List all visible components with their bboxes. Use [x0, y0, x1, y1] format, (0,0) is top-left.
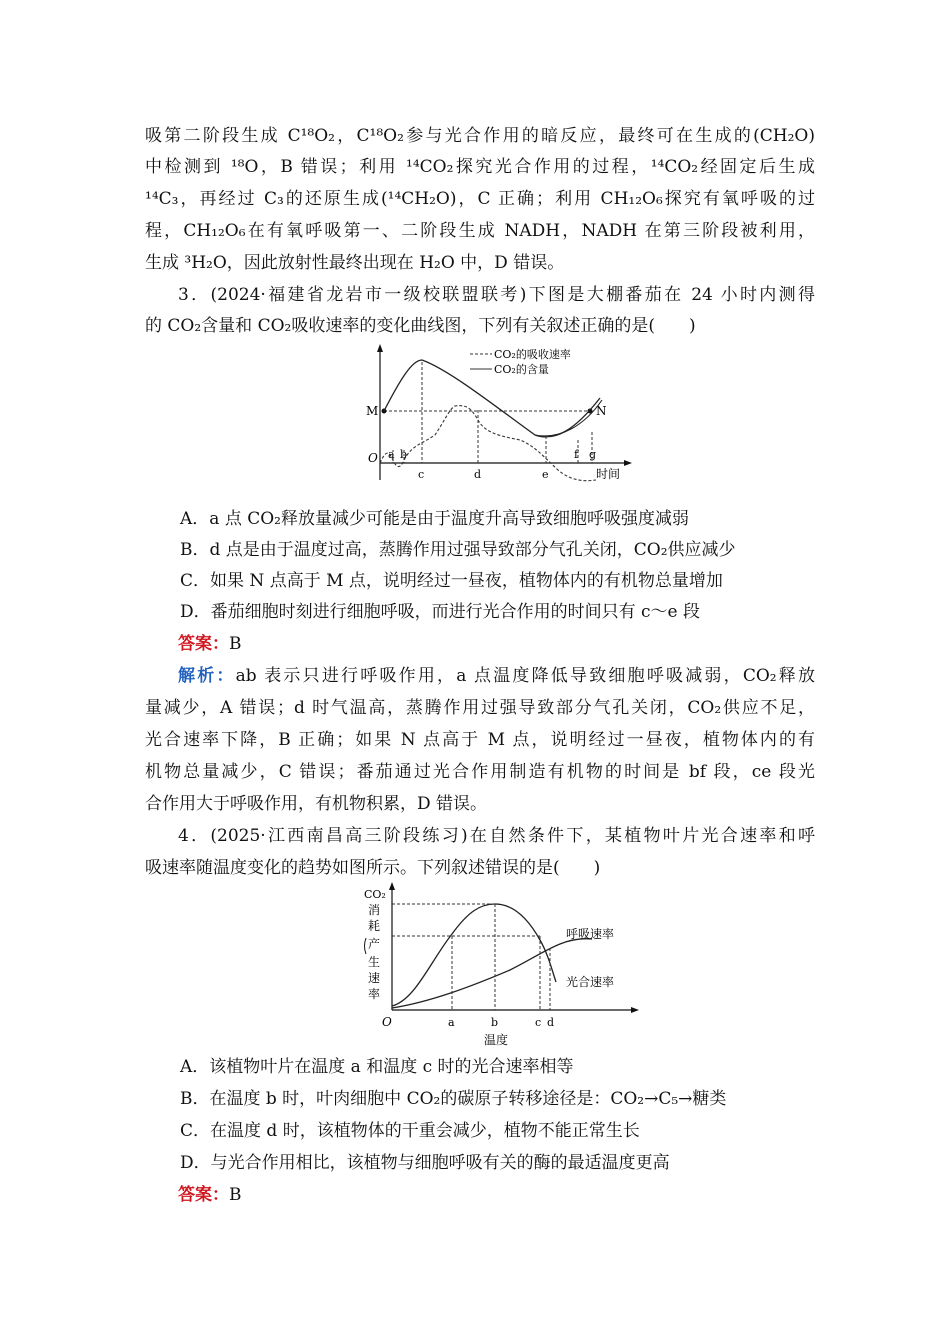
y-label-char: 生 [368, 955, 381, 969]
y-label-char: 耗 [368, 919, 381, 933]
text-line: 吸第二阶段生成 C¹⁸O₂，C¹⁸O₂参与光合作用的暗反应，最终可在生成的(CH₂O) [145, 126, 815, 146]
label-m: M [366, 404, 379, 418]
option-d: D．与光合作用相比，该植物与细胞呼吸有关的酶的最适温度更高 [180, 1153, 670, 1173]
label-f: f [574, 448, 579, 461]
analysis-label: 解析： [178, 666, 236, 686]
label-d: d [547, 1016, 555, 1029]
text-line: 生成 ³H₂O，因此放射性最终出现在 H₂O 中，D 错误。 [145, 253, 565, 273]
question-4-stem-cont: 吸速率随温度变化的趋势如图所示。下列叙述错误的是( ) [145, 858, 601, 878]
label-a: a [388, 448, 395, 461]
answer [178, 633, 848, 655]
option-c: C．在温度 d 时，该植物体的干重会减少，植物不能正常生长 [180, 1121, 640, 1141]
text-line: 中检测到 ¹⁸O，B 错误；利用 ¹⁴CO₂探究光合作用的过程，¹⁴CO₂经固定后生成 [145, 157, 815, 177]
analysis-line: 合作用大于呼吸作用，有机物积累，D 错误。 [145, 794, 488, 814]
question-4-stem: 4．(2025·江西南昌高三阶段练习)在自然条件下，某植物叶片光合速率和呼 [178, 826, 815, 846]
label-g: g [589, 448, 597, 461]
label-b: b [491, 1016, 499, 1029]
analysis-text: ab 表示只进行呼吸作用，a 点温度降低导致细胞呼吸减弱，CO₂释放 [235, 666, 816, 686]
option-c: C．如果 N 点高于 M 点，说明经过一昼夜，植物体内的有机物总量增加 [180, 571, 723, 591]
y-label-char: 消 [368, 903, 381, 917]
question-3-stem: 3．(2024·福建省龙岩市一级校联盟联考)下图是大棚番茄在 24 小时内测得 [178, 285, 815, 305]
axis-x-label: 温度 [484, 1033, 509, 1047]
option-a: A．a 点 CO₂释放量减少可能是由于温度升高导致细胞呼吸强度减弱 [180, 509, 689, 529]
label-n: N [596, 404, 607, 418]
label-b: b [400, 448, 408, 461]
analysis-line: 机物总量减少，C 错误；番茄通过光合作用制造有机物的时间是 bf 段，ce 段光 [145, 762, 815, 782]
option-d: D．番茄细胞时刻进行细胞呼吸，而进行光合作用的时间只有 c～e 段 [180, 602, 701, 622]
analysis-line: 光合速率下降，B 正确；如果 N 点高于 M 点，说明经过一昼夜，植物体内的有 [145, 730, 815, 750]
label-d: d [474, 468, 482, 481]
answer-value: B [229, 634, 242, 654]
label-o: O [382, 1015, 392, 1029]
answer-label: 答案： [178, 634, 229, 654]
option-b: B．d 点是由于温度过高，蒸腾作用过强导致部分气孔关闭，CO₂供应减少 [180, 540, 736, 560]
label-o: O [368, 451, 378, 465]
label-c: c [418, 468, 425, 481]
y-label-char: 速 [368, 971, 381, 985]
text-line: 程，CH₁₂O₆在有氧呼吸第一、二阶段生成 NADH，NADH 在第三阶段被利用， [145, 221, 815, 241]
axis-x-label: 时间 [596, 467, 621, 481]
text-line: ¹⁴C₃，再经过 C₃的还原生成(¹⁴CH₂O)，C 正确；利用 CH₁₂O₆探究有氧呼吸的过 [145, 189, 815, 209]
option-a: A．该植物叶片在温度 a 和温度 c 时的光合速率相等 [180, 1057, 574, 1077]
question-3-stem-cont: 的 CO₂含量和 CO₂吸收速率的变化曲线图，下列有关叙述正确的是( ) [145, 316, 696, 336]
curve-label-photosynthesis: 光合速率 [566, 975, 615, 989]
answer-value: B [229, 1185, 242, 1205]
legend-solid: CO₂的含量 [494, 363, 549, 376]
legend-dashed: CO₂的吸收速率 [494, 348, 571, 361]
y-label-char: 产 [368, 937, 381, 951]
analysis-line: 量减少，A 错误；d 时气温高，蒸腾作用过强导致部分气孔关闭，CO₂供应不足， [145, 698, 815, 718]
label-a: a [448, 1016, 455, 1029]
label-c: c [535, 1016, 542, 1029]
answer [178, 1184, 848, 1206]
option-b: B．在温度 b 时，叶肉细胞中 CO₂的碳原子转移途径是：CO₂→C₅→糖类 [180, 1089, 727, 1109]
label-e: e [542, 468, 549, 481]
y-label-char: 率 [368, 987, 381, 1001]
curve-label-respiration: 呼吸速率 [566, 927, 615, 941]
figure-temperature-curve [360, 882, 660, 1054]
figure-co2-curve [360, 340, 640, 490]
y-label-co2: CO₂ [364, 888, 386, 901]
answer-label: 答案： [178, 1185, 229, 1205]
analysis-line [178, 665, 815, 687]
